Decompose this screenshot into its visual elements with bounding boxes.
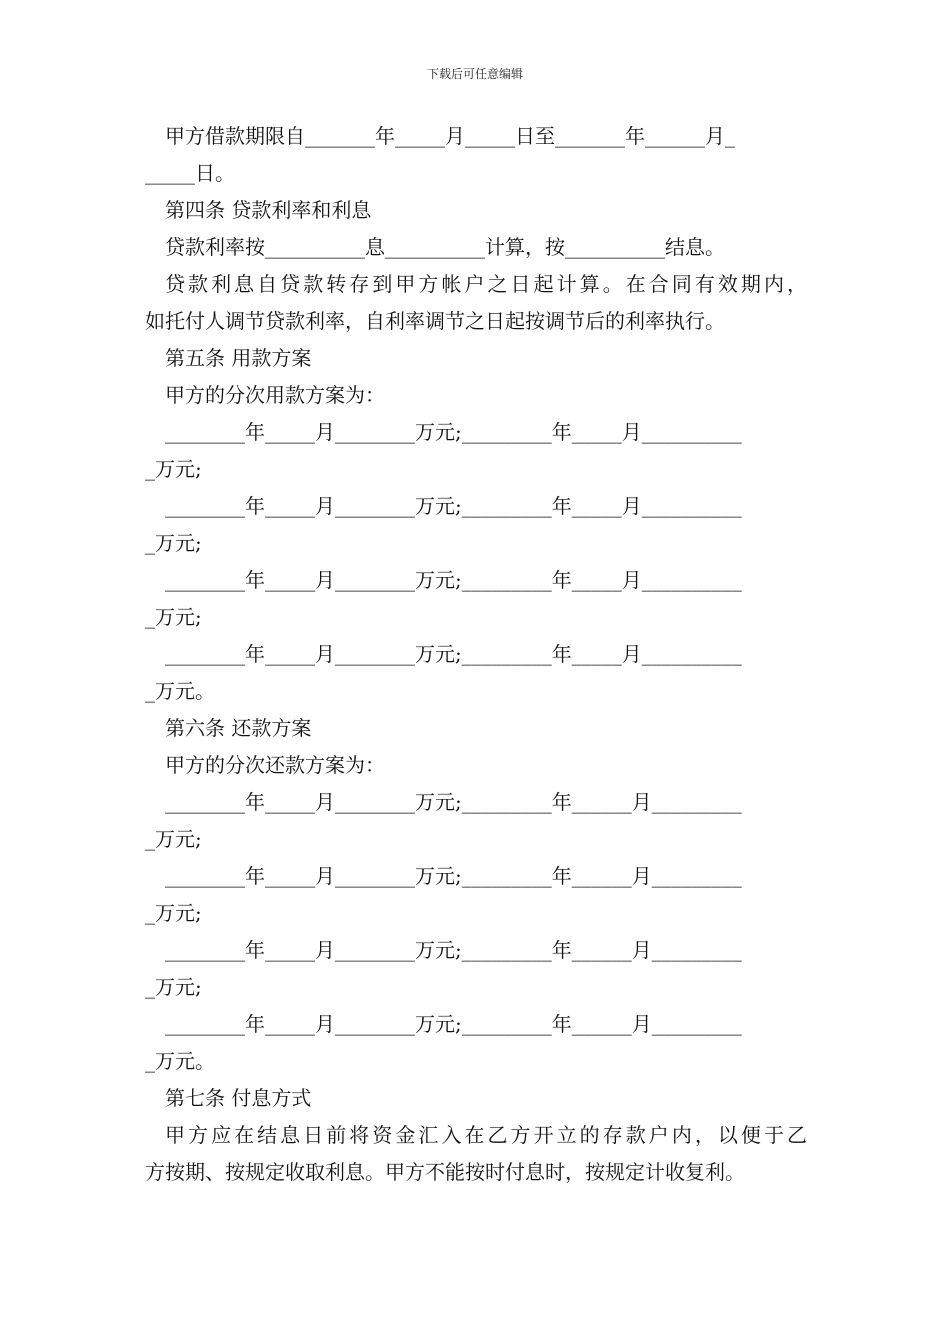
usage-plan-intro: 甲方的分次用款方案为： bbox=[165, 383, 385, 407]
article-4-heading: 第四条 贷款利率和利息 bbox=[165, 198, 372, 222]
payment-method-paragraph-line: 甲方应在结息日前将资金汇入在乙方开立的存款户内，以便于乙 bbox=[165, 1123, 807, 1147]
repayment-plan-row-cont: _万元; bbox=[145, 901, 202, 925]
interest-rate-line: 贷款利率按__________息__________计算，按__________结息。 bbox=[165, 235, 725, 259]
usage-plan-row-cont: _万元; bbox=[145, 457, 202, 481]
page-header-note: 下载后可任意编辑 bbox=[426, 67, 523, 81]
usage-plan-row-cont: _万元; bbox=[145, 531, 202, 555]
usage-plan-row-cont: _万元。 bbox=[145, 679, 215, 703]
repayment-plan-row-cont: _万元; bbox=[145, 827, 202, 851]
usage-plan-row: ________年_____月________万元;_________年_____月__________ bbox=[165, 568, 742, 592]
article-7-heading: 第七条 付息方式 bbox=[165, 1086, 312, 1110]
article-5-heading: 第五条 用款方案 bbox=[165, 346, 312, 370]
loan-term-line-cont: _____日。 bbox=[145, 161, 235, 185]
repayment-plan-row: ________年_____月________万元;_________年______月_________ bbox=[165, 938, 742, 962]
usage-plan-row: ________年_____月________万元;_________年_____月__________ bbox=[165, 642, 742, 666]
loan-term-line: 甲方借款期限自_______年_____月_____日至_______年______月_ bbox=[165, 124, 735, 148]
document-body bbox=[145, 118, 807, 1191]
usage-plan-row: ________年_____月________万元;_________年_____月__________ bbox=[165, 494, 742, 518]
repayment-plan-row: ________年_____月________万元;_________年______月_________ bbox=[165, 790, 742, 814]
repayment-plan-row-cont: _万元; bbox=[145, 975, 202, 999]
interest-paragraph-line: 如托付人调节贷款利率，自利率调节之日起按调节后的利率执行。 bbox=[145, 309, 725, 333]
payment-method-paragraph-line: 方按期、按规定收取利息。甲方不能按时付息时，按规定计收复利。 bbox=[145, 1160, 745, 1184]
interest-paragraph-line: 贷款利息自贷款转存到甲方帐户之日起计算。在合同有效期内， bbox=[165, 272, 807, 296]
repayment-plan-row-cont: _万元。 bbox=[145, 1049, 215, 1073]
article-6-heading: 第六条 还款方案 bbox=[165, 716, 312, 740]
repayment-plan-intro: 甲方的分次还款方案为： bbox=[165, 753, 385, 777]
repayment-plan-row: ________年_____月________万元;_________年______月_________ bbox=[165, 1012, 742, 1036]
usage-plan-row-cont: _万元; bbox=[145, 605, 202, 629]
repayment-plan-row: ________年_____月________万元;_________年______月_________ bbox=[165, 864, 742, 888]
usage-plan-row: ________年_____月________万元;_________年_____月__________ bbox=[165, 420, 742, 444]
